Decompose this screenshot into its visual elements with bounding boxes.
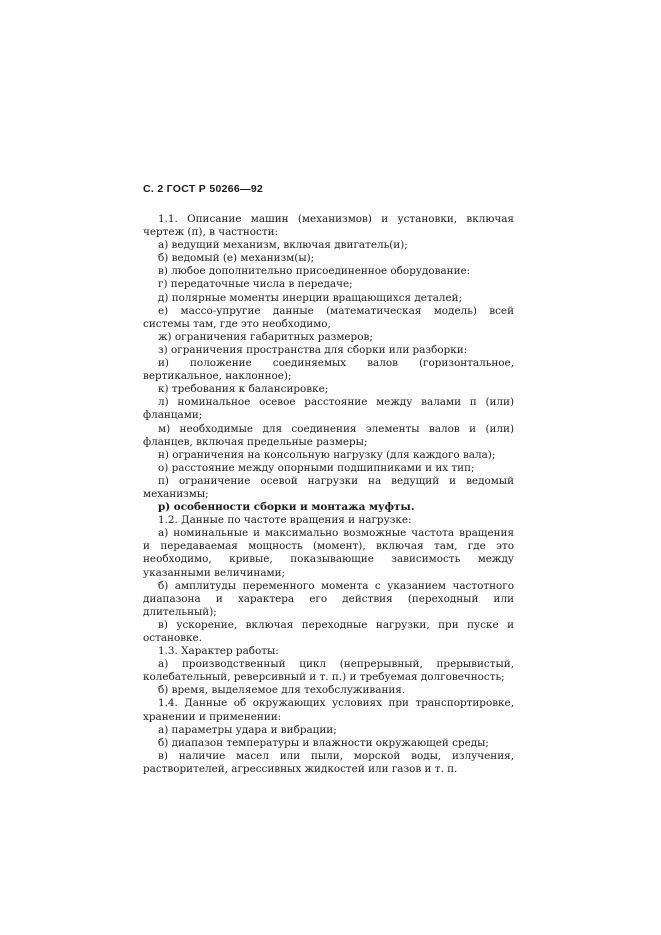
page-header: С. 2 ГОСТ Р 50266—92	[143, 183, 264, 195]
list-item: л) номинальное осевое расстояние между валами п (или) фланцами;	[143, 396, 514, 422]
list-item: г) передаточные числа в передаче;	[158, 278, 353, 291]
clause-1-1: 1.1. Описание машин (механизмов) и установки, включая чертеж (п), в частности:	[143, 213, 514, 239]
list-item: а) номинальные и максимально возможные частота вращения и передаваемая мощность (момент), включая там, где это необходимо, кривые, показывающие зависимость между указанными величинами;	[143, 527, 514, 579]
list-item: б) ведомый (е) механизм(ы);	[158, 252, 315, 265]
list-item: и) положение соединяемых валов (горизонтальное, вертикальное, наклонное);	[143, 357, 514, 383]
list-item: з) ограничения пространства для сборки или разборки:	[158, 343, 468, 356]
list-item: в) наличие масел или пыли, морской воды, излучения, растворителей, агрессивных жидкостей или газов и т. п.	[143, 749, 514, 775]
list-item: б) диапазон температуры и влажности окружающей среды;	[158, 736, 489, 749]
clause-1-2: 1.2. Данные по частоте вращения и нагрузке:	[158, 514, 412, 527]
list-item: б) время, выделяемое для техобслуживания.	[158, 684, 406, 697]
clause-1-3: 1.3. Характер работы:	[158, 645, 279, 658]
list-item: о) расстояние между опорными подшипниками и их тип;	[158, 461, 475, 474]
list-item: н) ограничения на консольную нагрузку (для каждого вала);	[158, 448, 496, 461]
clause-1-4: 1.4. Данные об окружающих условиях при транспортировке, хранении и применении:	[143, 697, 514, 723]
list-item: б) амплитуды переменного момента с указанием частотного диапазона и характера его действия (переходный или длительный);	[143, 579, 514, 618]
list-item: п) ограничение осевой нагрузки на ведущий и ведомый механизмы;	[143, 474, 514, 500]
document-body	[143, 213, 514, 776]
list-item: в) любое дополнительно присоединенное оборудование:	[158, 265, 471, 278]
list-item: а) ведущий механизм, включая двигатель(и);	[158, 239, 408, 252]
list-item: в) ускорение, включая переходные нагрузки, при пуске и остановке.	[143, 618, 514, 644]
list-item: м) необходимые для соединения элементы валов и (или) фланцев, включая предельные размеры;	[143, 422, 514, 448]
list-item: ж) ограничения габаритных размеров;	[158, 330, 373, 343]
list-item: а) параметры удара и вибрации;	[158, 723, 337, 736]
list-item: е) массо-упругие данные (математическая модель) всей системы там, где это необходимо,	[143, 304, 514, 330]
list-item: а) производственный цикл (непрерывный, прерывистый, колебательный, реверсивный и т. п.) и требуемая долговечность;	[143, 658, 514, 684]
list-item: р) особенности сборки и монтажа муфты.	[158, 501, 415, 514]
list-item: к) требования к балансировке;	[158, 383, 329, 396]
list-item: д) полярные моменты инерции вращающихся деталей;	[158, 291, 463, 304]
